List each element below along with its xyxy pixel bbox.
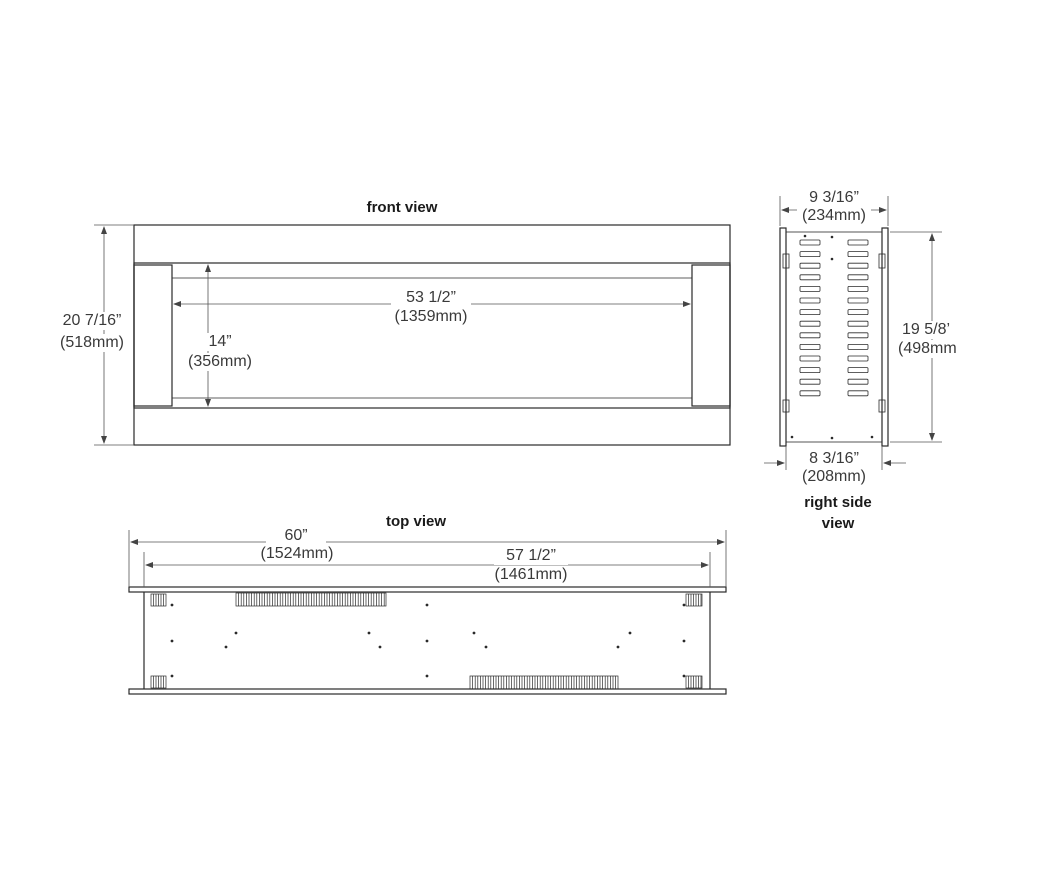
screw-hole bbox=[791, 436, 794, 439]
louver-slot bbox=[848, 368, 868, 373]
opening-height-in-label: 14” bbox=[185, 333, 255, 351]
opening-width-mm-label: (1359mm) bbox=[388, 308, 474, 326]
louver-slot bbox=[848, 356, 868, 361]
side-height-in-label: 19 5/8’ bbox=[902, 321, 972, 339]
front-view-title: front view bbox=[366, 199, 438, 216]
screw-hole bbox=[225, 646, 228, 649]
screw-hole bbox=[171, 675, 174, 678]
screw-hole bbox=[171, 640, 174, 643]
side-height-mm-label: (498mm bbox=[898, 340, 968, 358]
side-bottom-depth-in-label: 8 3/16” bbox=[797, 450, 871, 468]
opening-height-mm-label: (356mm) bbox=[182, 353, 258, 371]
top-body-width-mm-label: (1461mm) bbox=[487, 566, 575, 584]
louver-slot bbox=[848, 275, 868, 280]
top-view-screw-holes bbox=[171, 604, 686, 678]
louver-slot bbox=[800, 368, 820, 373]
screw-hole bbox=[171, 604, 174, 607]
louver-slot bbox=[800, 344, 820, 349]
side-view-title-line2: view bbox=[821, 515, 855, 532]
screw-hole bbox=[426, 604, 429, 607]
louver-slot bbox=[800, 310, 820, 315]
top-body-width-in-label: 57 1/2” bbox=[494, 547, 568, 565]
screw-hole bbox=[831, 258, 834, 261]
screw-hole bbox=[485, 646, 488, 649]
louver-slot bbox=[800, 263, 820, 268]
louver-slot bbox=[800, 240, 820, 245]
screw-hole bbox=[683, 675, 686, 678]
side-view-louvers bbox=[791, 235, 874, 440]
front-height-mm-label: (518mm) bbox=[52, 334, 132, 352]
top-overall-width-mm-label: (1524mm) bbox=[254, 545, 340, 563]
louver-slot bbox=[848, 240, 868, 245]
vent-grille bbox=[470, 676, 618, 689]
louver-slot bbox=[848, 321, 868, 326]
side-bottom-depth-mm-label: (208mm) bbox=[797, 468, 871, 486]
louver-slot bbox=[800, 333, 820, 338]
louver-slot bbox=[800, 321, 820, 326]
side-view-title-line1: right side bbox=[804, 494, 872, 511]
front-height-in-label: 20 7/16” bbox=[52, 312, 132, 330]
louver-slot bbox=[848, 263, 868, 268]
front-view-dimensions bbox=[94, 225, 690, 445]
top-view-title: top view bbox=[385, 513, 446, 530]
top-view-dimensions bbox=[129, 530, 726, 587]
screw-hole bbox=[871, 436, 874, 439]
screw-hole bbox=[629, 632, 632, 635]
louver-slot bbox=[848, 310, 868, 315]
screw-hole bbox=[426, 640, 429, 643]
louver-slot bbox=[800, 391, 820, 396]
screw-hole bbox=[379, 646, 382, 649]
louver-slot bbox=[800, 379, 820, 384]
louver-slot bbox=[848, 333, 868, 338]
louver-slot bbox=[848, 252, 868, 257]
louver-slot bbox=[800, 252, 820, 257]
top-overall-width-in-label: 60” bbox=[266, 527, 326, 545]
louver-slot bbox=[848, 298, 868, 303]
louver-slot bbox=[848, 286, 868, 291]
louver-slot bbox=[800, 356, 820, 361]
screw-hole bbox=[368, 632, 371, 635]
side-top-depth-in-label: 9 3/16” bbox=[809, 189, 859, 206]
screw-hole bbox=[804, 235, 807, 238]
screw-hole bbox=[235, 632, 238, 635]
screw-hole bbox=[426, 675, 429, 678]
louver-slot bbox=[800, 275, 820, 280]
opening-width-in-label: 53 1/2” bbox=[391, 289, 471, 307]
side-top-depth-mm-label: (234mm) bbox=[797, 207, 871, 225]
screw-hole bbox=[617, 646, 620, 649]
side-view-drawing bbox=[780, 228, 888, 446]
louver-slot bbox=[800, 298, 820, 303]
screw-hole bbox=[473, 632, 476, 635]
screw-hole bbox=[831, 437, 834, 440]
louver-slot bbox=[848, 344, 868, 349]
screw-hole bbox=[831, 236, 834, 239]
screw-hole bbox=[683, 604, 686, 607]
louver-slot bbox=[848, 391, 868, 396]
louver-slot bbox=[800, 286, 820, 291]
screw-hole bbox=[683, 640, 686, 643]
louver-slot bbox=[848, 379, 868, 384]
